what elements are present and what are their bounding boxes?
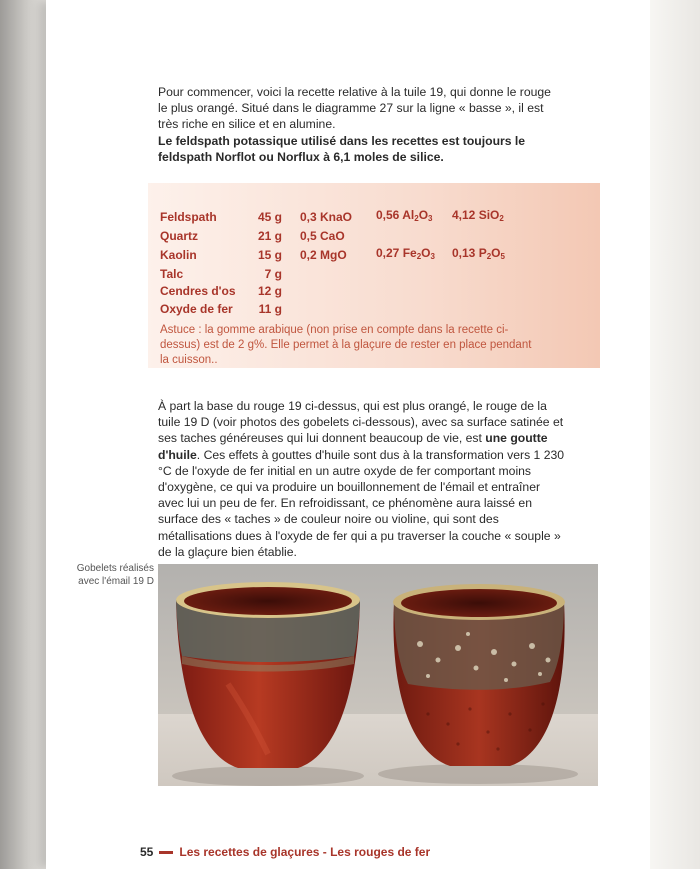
body-paragraph (158, 398, 568, 560)
oxide-value (452, 266, 532, 284)
next-page-edge (650, 0, 700, 869)
footer-dash (159, 851, 173, 854)
cups-photo (158, 564, 598, 786)
ingredient-name: Cendres d'os (160, 284, 236, 298)
page-footer (140, 845, 430, 859)
intro-paragraph (158, 84, 558, 165)
subscript: 2 (414, 214, 419, 223)
caption-line-2: avec l'émail 19 D (78, 575, 154, 587)
page-number: 55 (140, 845, 154, 859)
ingredient-name: Quartz (160, 228, 199, 243)
body-text-part2: . Ces effets à gouttes d'huile sont dus à la transformation vers 1 230 °C de l'oxyde de fer initial en un autre oxyde de fer comportant moins d'oxygène, ce qui va produire un bouillonnement de l'émail et entraîner avec lui un peu de fer. En refroidissant, ce phénomène aura laissé en surface des « taches » de couleur noire ou violine, qui sont des métallisations dues à l'oxyde de fer qui a pu traverser la couche « souple » de la glaçure bien établie. (158, 447, 565, 559)
photo-caption (60, 563, 154, 588)
oxide-value (300, 266, 376, 284)
oxide-value (376, 228, 452, 246)
subscript: 2 (416, 252, 422, 261)
footer-title: Les recettes de glaçures - Les rouges de fer (179, 845, 431, 859)
oxide-value (300, 301, 376, 319)
ingredient-quantity: 45 g (257, 209, 282, 224)
subscript: 2 (499, 214, 504, 223)
recipe-row (160, 245, 532, 266)
book-gutter (0, 0, 46, 869)
caption-line-1: Gobelets réalisés (76, 563, 154, 574)
recipe-tip: Astuce : la gomme arabique (non prise en compte dans la recette ci-dessus) est de 2 g%. Elle permet à la glaçure de rester en place pendant la cuisson.. (160, 324, 532, 366)
ingredient-name: Kaolin (160, 247, 197, 262)
oxide-value: 0,5 CaO (300, 228, 345, 243)
recipe-table (160, 207, 532, 318)
subscript: 3 (428, 214, 433, 223)
oxide-value (452, 228, 532, 246)
recipe-row (160, 283, 532, 301)
recipe-row (160, 301, 532, 319)
cups-illustration (158, 564, 598, 786)
ingredient-name: Talc (160, 266, 184, 281)
ingredient-quantity: 7 g (264, 266, 282, 281)
ingredient-quantity: 12 g (257, 284, 282, 298)
body-text-part1: À part la base du rouge 19 ci-dessus, qui est plus orangé, le rouge de la tuile 19 D (voir photos des gobelets ci-dessous), avec sa surface satinée et ses taches généreuses qui lui donnent beaucoup de vie, est (158, 399, 564, 446)
oxide-value: 0,56 $Al_2O_3$ (376, 208, 433, 223)
oxide-value (452, 283, 532, 301)
subscript: 5 (500, 252, 505, 261)
intro-text: Pour commencer, voici la recette relative à la tuile 19, qui donne le rouge le plus orangé. Situé dans le diagramme 27 sur la ligne « basse », il est très riche en silice et en alumine. (158, 85, 551, 132)
ingredient-quantity: 21 g (257, 228, 282, 243)
ingredient-quantity: 11 g (258, 301, 282, 316)
oxide-value: 0,3 KnaO (300, 209, 353, 224)
recipe-table-body (160, 207, 532, 318)
subscript: 2 (486, 252, 492, 261)
oxide-value: 0,27 $Fe_2O_3$ (376, 246, 435, 261)
oxide-value: 0,13 $P_2O_5$ (452, 246, 505, 261)
oxide-value: 4,12 SiO$_2$ (452, 208, 504, 223)
intro-bold-note: Le feldspath potassique utilisé dans les recettes est toujours le feldspath Norflot ou Norflux à 6,1 moles de silice. (158, 133, 526, 164)
oxide-value (376, 301, 452, 319)
oxide-value (376, 266, 452, 284)
oxide-value (300, 283, 376, 301)
body-text-bold: une goutte d'huile (158, 431, 548, 462)
recipe-row (160, 228, 532, 246)
recipe-box (148, 183, 600, 368)
oxide-value (452, 301, 532, 319)
oxide-value (376, 283, 452, 301)
recipe-row (160, 207, 532, 228)
oxide-value: 0,2 MgO (300, 247, 347, 262)
ingredient-name: Feldspath (160, 209, 217, 224)
subscript: 3 (430, 252, 435, 261)
ingredient-quantity: 15 g (257, 247, 282, 262)
recipe-row (160, 266, 532, 284)
ingredient-name: Oxyde de fer (160, 301, 233, 316)
